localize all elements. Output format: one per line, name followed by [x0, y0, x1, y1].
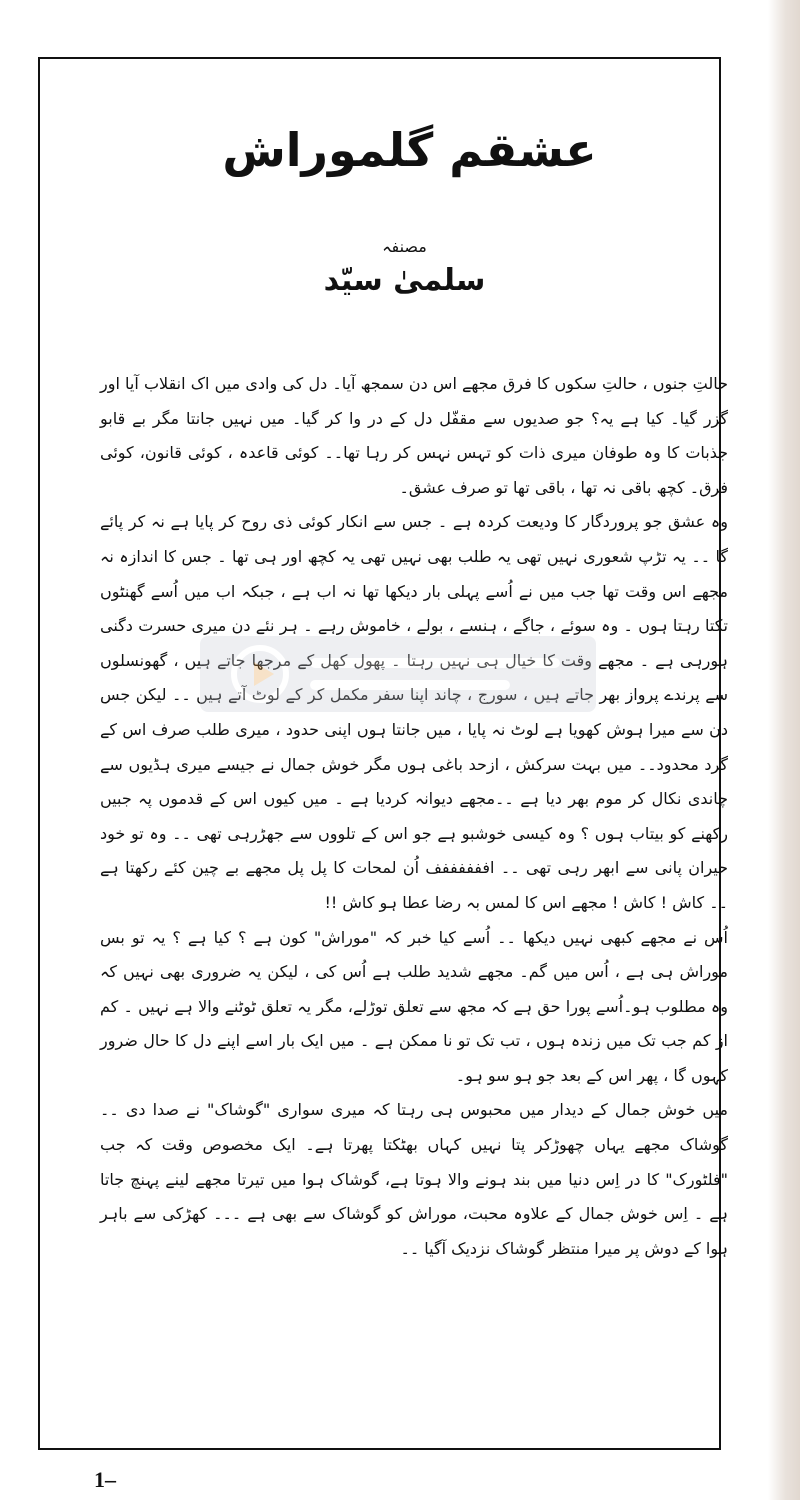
page-frame	[38, 57, 729, 1492]
author-name: سلمیٰ سیّد	[323, 263, 486, 298]
author-label: مصنفہ	[382, 237, 427, 256]
page-edge-shadow	[768, 0, 800, 1500]
paragraph-4: میں خوش جمال کے دیدار میں محبوس ہی رہتا کہ میری سواری "گوشاک" نے صدا دی ۔۔ گوشاک مجھے یہاں چھوڑکر پتا نہیں کہاں بھٹکتا پھرتا ہے۔ ایک مخصوص وقت کہ جب "فلٹورک" کا در اِس دنیا میں بند ہونے والا ہوتا ہے، گوشاک ہوا میں تیرتا مجھے لینے پہنچ جاتا ہے ۔ اِس خوش جمال کے علاوہ محبت، موراش کو گوشاک سے بھی ہے ۔۔۔ کھڑکی سے باہر ہوا کے دوش پر میرا منتظر گوشاک نزدیک آگیا ۔۔	[100, 1100, 728, 1258]
paragraph-3: اُس نے مجھے کبھی نہیں دیکھا ۔۔ اُسے کیا خبر کہ "موراش" کون ہے ؟ کیا ہے ؟ یہ تو بس موراش ہی ہے ، اُس میں گم۔ مجھے شدید طلب ہے اُس کی ، لیکن یہ ضروری بھی نہیں کہ وہ مطلوب ہو۔اُسے پورا حق ہے کہ مجھ سے تعلق توڑلے، مگر یہ تعلق ٹوٹنے والا ہے نہیں ۔ کم از کم جب تک میں زندہ ہوں ، تب تک تو نا ممکن ہے ۔ میں ایک بار اسے اپنے دل کا حال ضرور کہوں گا ، پھر اس کے بعد جو ہو سو ہو۔	[100, 927, 728, 1085]
novel-title: عشقم گلموراش	[222, 123, 597, 177]
page-number: 1–	[94, 1467, 116, 1492]
body-text	[100, 367, 728, 1266]
paragraph-1: حالتِ جنوں ، حالتِ سکوں کا فرق مجھے اس دن سمجھ آیا۔ دل کی وادی میں اک انقلاب آیا اور گزر گیا۔ کیا ہے یہ؟ جو صدیوں سے مقفّل دل کے در وا کر گیا۔ میں نہیں جانتا مگر بے قابو جذبات کا وہ طوفان میری ذات کو تہس نہس کر رہا تھا۔۔ کوئی قاعدہ ، کوئی قانون، کوئی فرق۔ کچھ باقی نہ تھا ، باقی تھا تو صرف عشق۔	[100, 374, 728, 497]
paragraph-2: وہ عشق جو پروردگار کا ودیعت کردہ ہے ۔ جس سے انکار کوئی ذی روح کر پایا ہے نہ کر پائے گا ۔۔ یہ تڑپ شعوری نہیں تھی یہ طلب بھی نہیں تھی یہ کچھ اور ہی تھا ۔ جس کا اندازہ نہ مجھے اس وقت تھا جب میں نے اُسے پہلی بار دیکھا تھا نہ اب ہے ، جبکہ اب میں اُسے گھنٹوں تکتا رہتا ہوں ۔ وہ سوئے ، جاگے ، ہنسے ، بولے ، خاموش رہے ۔ ہر نئے دن میری حسرت دگنی ہورہی ہے ۔ مجھے وقت کا خیال ہی نہیں رہتا ۔ پھول کھل کے مرجھا جاتے ہیں ، گھونسلوں سے پرندے پرواز بھر جاتے ہیں ، سورج ، چاند اپنا سفر مکمل کر کے لوٹ آتے ہیں ۔۔ لیکن جس دن سے میرا ہوش کھویا ہے لوٹ نہ پایا ، میں جانتا ہوں اپنی حدود ، میری طلب صرف اس کے گرد محدود۔۔ میں بہت سرکش ، ازحد باغی ہوں مگر خوش جمال نے جیسے میری ہڈیوں سے چاندی نکال کر موم بھر دیا ہے ۔۔مجھے دیوانہ کردیا ہے ۔ میں کیوں اس کے قدموں پہ جبیں رکھنے کو بیتاب ہوں ؟ وہ کیسی خوشبو ہے جو اس کے تلووں سے جھڑرہی تھی ۔۔ وہ تو خود حیران پانی سے ابھر رہی تھی ۔۔ اففففففف اُن لمحات کا پل پل مجھے بے چین کئے رکھتا ہے ۔۔ کاش ! کاش ! مجھے اس کا لمس بہ رضا عطا ہو کاش !!	[100, 512, 729, 912]
